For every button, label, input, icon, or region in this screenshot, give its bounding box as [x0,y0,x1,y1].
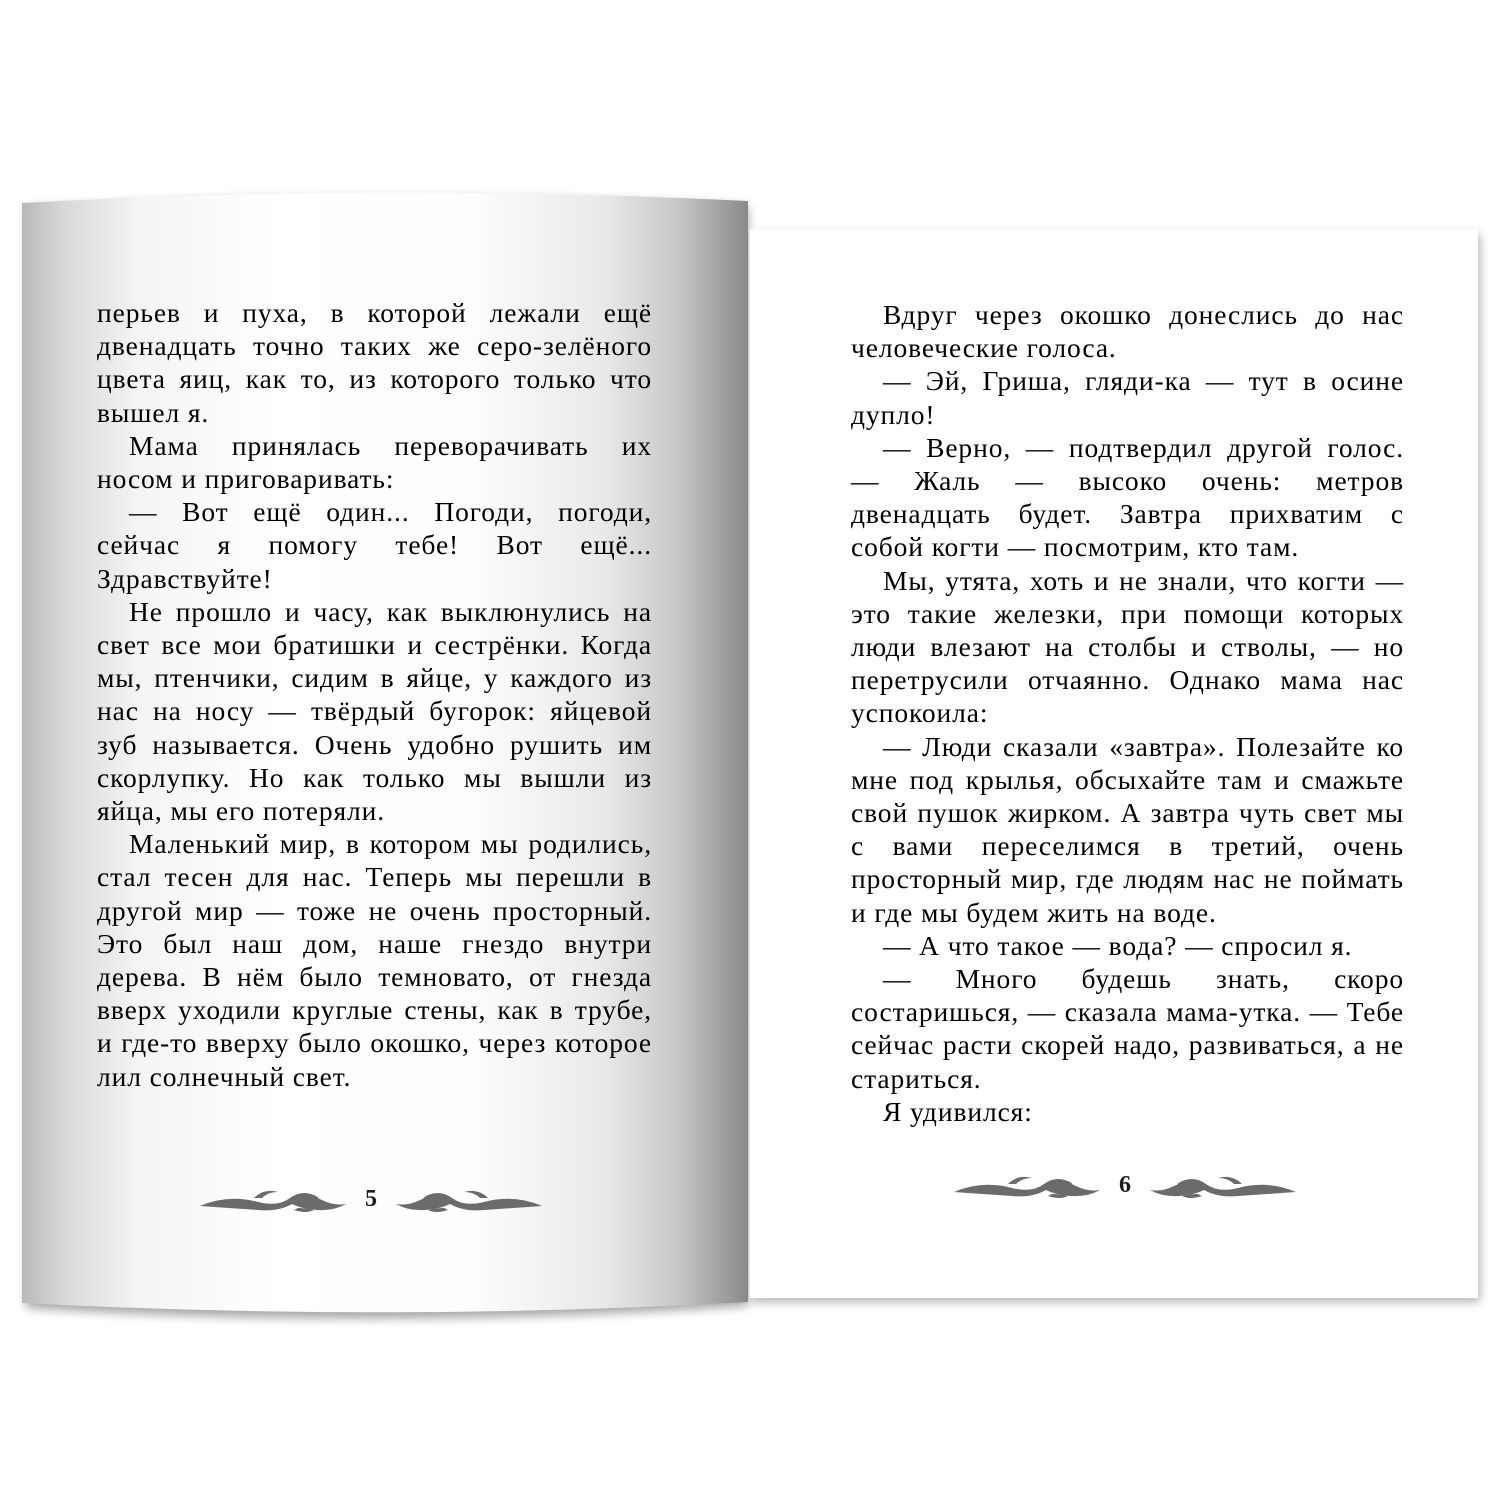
paragraph: — Вот ещё один... Погоди, погоди, сейчас я помогу тебе! Вот ещё... Здравствуйте! [97,496,652,594]
paragraph: Мы, утята, хоть и не знали, что когти — это такие железки, при помощи которых люди влезают на столбы и стволы, — но перетрусили отчаянно. Однако мама нас успокоила: [851,564,1404,729]
scroll-flourish-icon [1148,1170,1298,1202]
left-page-footer [198,1180,544,1220]
paragraph: Не прошло и часу, как выклюнулись на свет все мои братишки и сестрёнки. Когда мы, птенчики, сидим в яйце, у каждого из нас на носу — твёрдый бугорок: яйцевой зуб называется. Очень удобно рушить им скорлупку. Но как только мы вышли из яйца, мы его потеряли. [97,595,652,827]
page-number: 6 [1119,1172,1131,1198]
paragraph: — Верно, — подтвердил другой голос. — Жаль — высоко очень: метров двенадцать будет. Завтра прихватим с собой когти — посмотрим, кто там. [851,431,1404,563]
paragraph: перьев и пуха, в которой лежали ещё двенадцать точно таких же серо-зелёного цвета яиц, как то, из которого только что вышел я. [97,297,652,428]
scroll-flourish-icon [198,1184,348,1216]
paragraph: — А что такое — вода? — спросил я. [883,929,1353,961]
paragraph: — Эй, Гриша, гляди-ка — тут в осине дупло! [851,365,1404,430]
paragraph: Мама принялась переворачивать их носом и приговаривать: [97,429,652,495]
paragraph: — Люди сказали «завтра». Полезайте ко мне под крылья, обсыхайте там и смажьте свой пушок жирком. А завтра чуть свет мы с вами переселимся в третий, очень просторный мир, где людям нас не поймать и где мы будем жить на воде. [851,730,1404,928]
paragraph: Маленький мир, в котором мы родились, стал тесен для нас. Теперь мы перешли в другой мир — тоже не очень просторный. Это был наш дом, наше гнездо внутри дерева. В нём было темновато, от гнезда вверх уходили круглые стены, как в трубе, и где-то вверху было окошко, через которое лил солнечный свет. [97,828,652,1092]
paragraph: Вдруг через окошко донеслись до нас человеческие голоса. [851,299,1404,364]
paragraph: Я удивился: [883,1095,1033,1127]
left-page-text [97,296,652,1093]
right-page-footer [952,1166,1298,1206]
scroll-flourish-icon [394,1184,544,1216]
scroll-flourish-icon [952,1170,1102,1202]
right-page-text [851,298,1404,1128]
page-number: 5 [365,1186,377,1212]
paragraph: — Много будешь знать, скоро состаришься, — сказала мама-утка. — Тебе сейчас расти скорей надо, развиваться, а не стариться. [851,963,1404,1094]
